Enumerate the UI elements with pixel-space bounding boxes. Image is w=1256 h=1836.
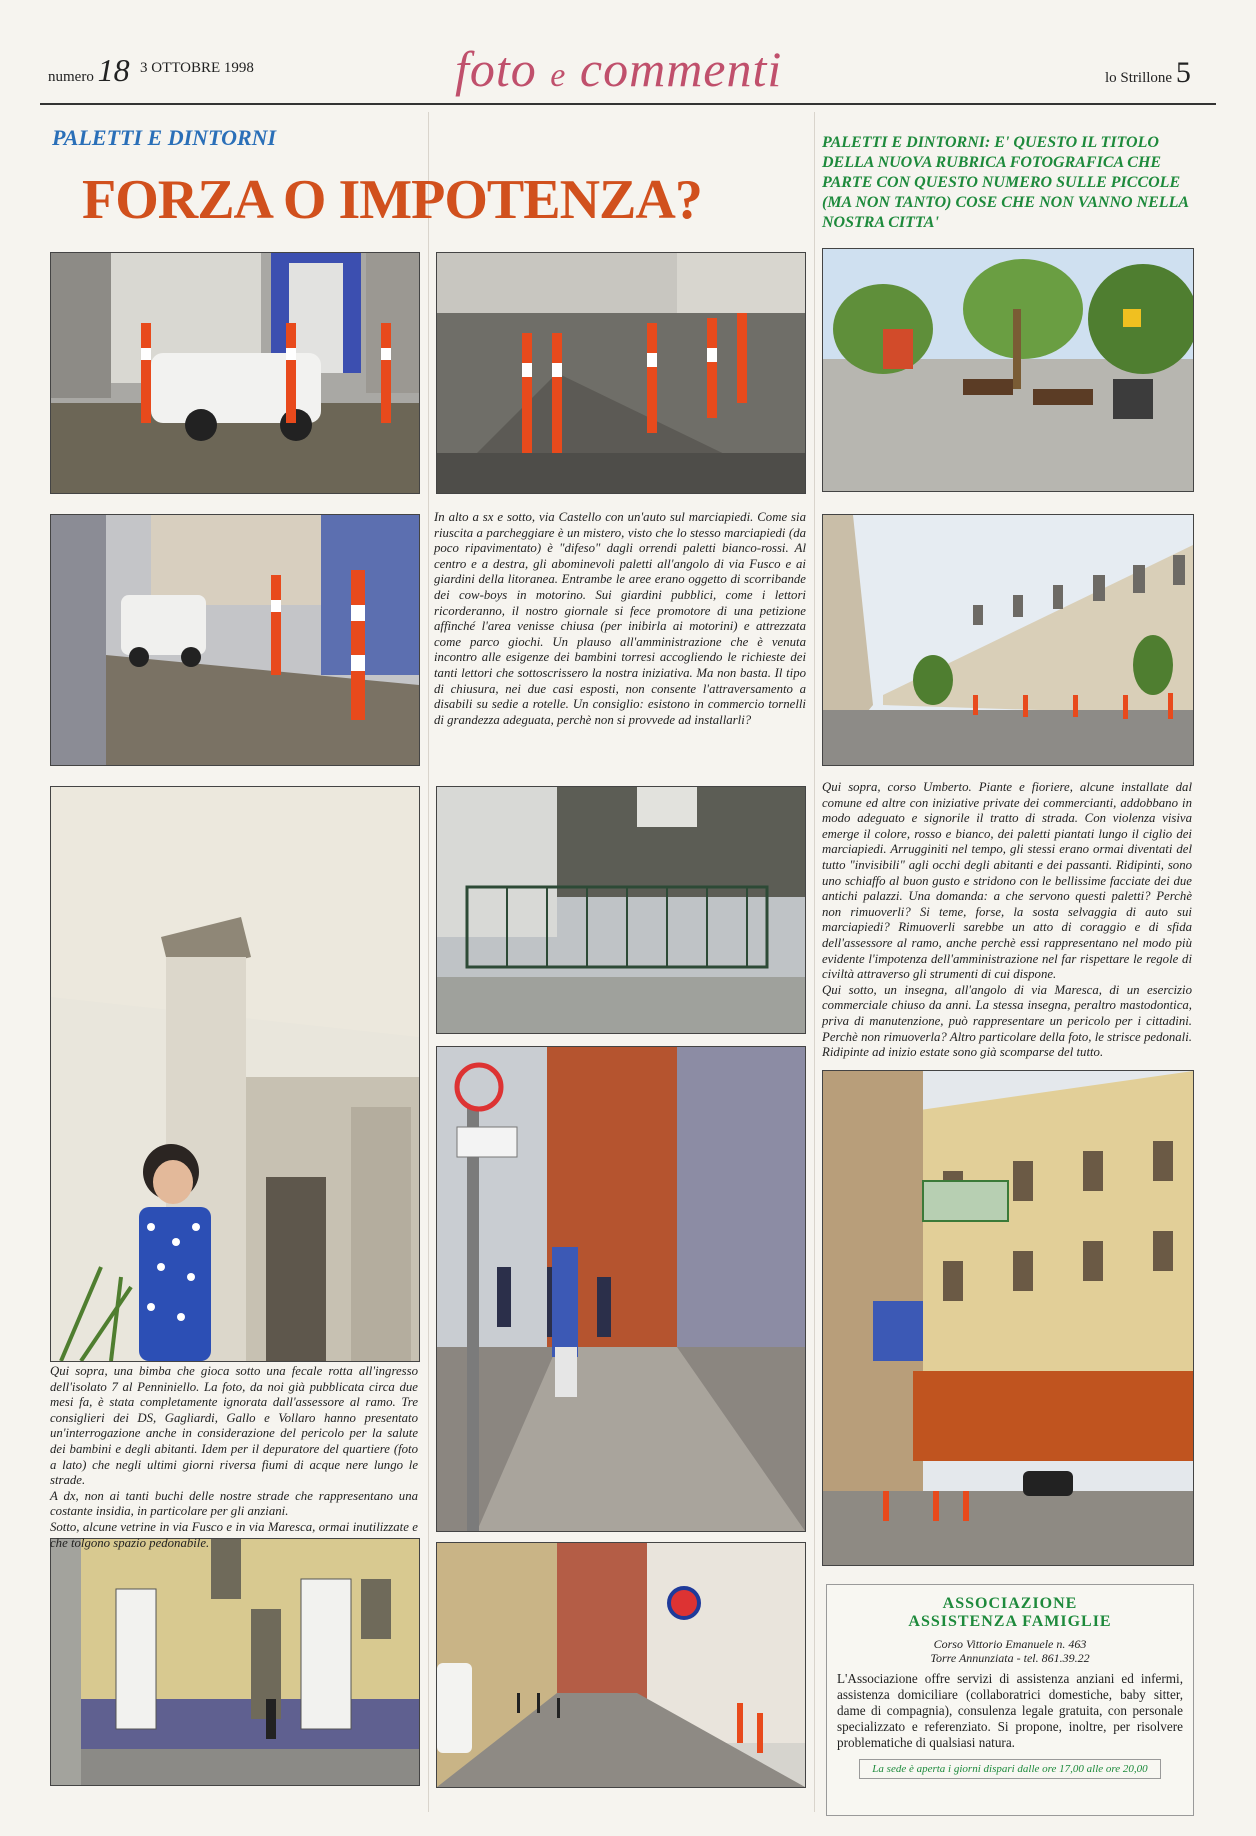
- article-headline: FORZA O IMPOTENZA?: [82, 169, 702, 231]
- photo-public-gardens: [822, 248, 1194, 492]
- article-intro: PALETTI E DINTORNI: E' QUESTO IL TITOLO DELLA NUOVA RUBRICA FOTOGRAFICA CHE PARTE CON QUESTO NUMERO SULLE PICCOLE (MA NON TANTO) COSE CHE NON VANNO NELLA NOSTRA CITTA': [822, 134, 1189, 231]
- photo-corso-umberto: [822, 514, 1194, 766]
- ad-title: ASSOCIAZIONE ASSISTENZA FAMIGLIE: [908, 1595, 1112, 1630]
- issue-date: 3 OTTOBRE 1998: [140, 60, 254, 76]
- column-divider: [814, 112, 815, 1812]
- photo-via-maresca-street: [436, 1542, 806, 1788]
- header-rule: [40, 103, 1216, 105]
- photo-girl-broken-ceiling: [50, 786, 420, 1362]
- column-divider: [428, 112, 429, 1812]
- caption-bimba-penniniello: Qui sopra, una bimba che gioca sotto una fecale rotta all'ingresso dell'isolato 7 al Penniniello. La foto, da noi già pubblicata circa due mesi fa, è stata completamente ignorata dall'assessore al ramo. Tre consiglieri dei DS, Gagliardi, Gallo e Vollaro hanno presentato un'interrogazione anche in considerazione del pericolo per la salute dei bambini e degli abitanti. Idem per il depuratore del quartiere (foto a lato) che negli ultimi giorni riversa fiumi di acque nere lungo le strade. A dx, non ai tanti buchi delle nostre strade che rappresentano una costante insidia, in particolare per gli anziani. Sotto, alcune vetrine in via Fusco e in via Maresca, ormai inutilizzate e che tolgono spazio pedonabile.: [50, 1364, 418, 1550]
- ad-address: Corso Vittorio Emanuele n. 463 Torre Annunziata - tel. 861.39.22: [930, 1637, 1090, 1665]
- photo-via-fusco-windows: [50, 1538, 420, 1786]
- ad-hours: La sede è aperta i giorni dispari dalle ore 17,00 alle ore 20,00: [859, 1759, 1161, 1779]
- section-title: foto e commenti: [455, 41, 783, 97]
- paper-name: lo Strillone 5: [1105, 56, 1191, 89]
- ad-body: L'Associazione offre servizi di assistenza anziani ed infermi, assistenza domiciliare (collaboratrici domestiche, baby sitter, dame di compagnia), consulenza legale gratuita, con personale specializzato e referenziato. Si propone, inoltre, per risolvere problematiche di qualsiasi natura.: [837, 1671, 1183, 1750]
- photo-via-fusco-corner: [436, 252, 806, 494]
- photo-street-holes: [436, 1046, 806, 1532]
- photo-depuratore: [436, 786, 806, 1034]
- issue-number: numero 18: [48, 52, 130, 88]
- ad-associazione-assistenza-famiglie: [826, 1584, 1194, 1816]
- photo-via-castello-car: [50, 252, 420, 494]
- photo-via-maresca-sign: [822, 1070, 1194, 1566]
- article-kicker: PALETTI E DINTORNI: [52, 125, 277, 150]
- photo-via-castello-sidewalk: [50, 514, 420, 766]
- caption-corso-umberto: Qui sopra, corso Umberto. Piante e fioriere, alcune installate dal comune ed altre con iniziative private dei commercianti, addobbano in modo adeguato e signorile il tratto di strada. Con violenza visiva emerge il colore, rosso e bianco, dei paletti piantati lungo il ciglio dei marciapiedi. Arrugginiti nel tempo, gli stessi erano ormai diventati del tutto "invisibili" agli occhi degli abitanti e dei passanti. Ridipinti, sono uno schiaffo al buon gusto e stridono con le bellissime facciate dei due antichi palazzi. Una domanda: a che servono questi paletti? Perchè non rimuoverli? Si teme, forse, la sosta selvaggia di auto sui marciapiedi? Rimuoverli sarebbe un atto di coraggio e di sfida dell'assessore al ramo, anche perchè essi rappresentano nel modo più evidente l'impotenza dell'amministrazione nel far rispettare le regole di civiltà attraverso gli strumenti di cui dispone. Qui sotto, un insegna, all'angolo di via Maresca, di un esercizio commerciale chiuso da anni. La stessa insegna, peraltro mastodontica, priva di manutenzione, può rappresentare un pericolo per i cittadini. Perchè non rimuoverla? Altro particolare della foto, le strisce pedonali. Ridipinte ad inizio estate sono già scomparse del tutto.: [822, 780, 1192, 1060]
- caption-via-castello: In alto a sx e sotto, via Castello con un'auto sul marciapiedi. Come sia riuscita a parcheggiare è un mistero, visto che lo stesso marciapiedi (da poco ripavimentato) è "difeso" dagli orrendi paletti bianco-rossi. Al centro e a destra, gli abominevoli paletti all'angolo di via Fusco e ai giardini della litoranea. Entrambe le aree erano oggetto di scorribande dei cow-boys in motorino. Sui giardini pubblici, come i lettori ricorderanno, il nostro giornale si fece promotore di una petizione affinché l'area venisse chiusa (per inibirla ai motorini) e attrezzata come parco giochi. Un plauso all'amministrazione che è venuta incontro alle esigenze dei bambini torresi accogliendo le richieste dei tanti lettori che sottoscrissero la nostra iniziativa. Ma non basta. Il tipo di chiusura, nei due casi esposti, non consente l'attraversamento a disabili su sedie a rotelle. Un consiglio: esistono in commercio tornelli di grandezza adeguata, perchè non si provvede ad installarli?: [434, 510, 806, 727]
